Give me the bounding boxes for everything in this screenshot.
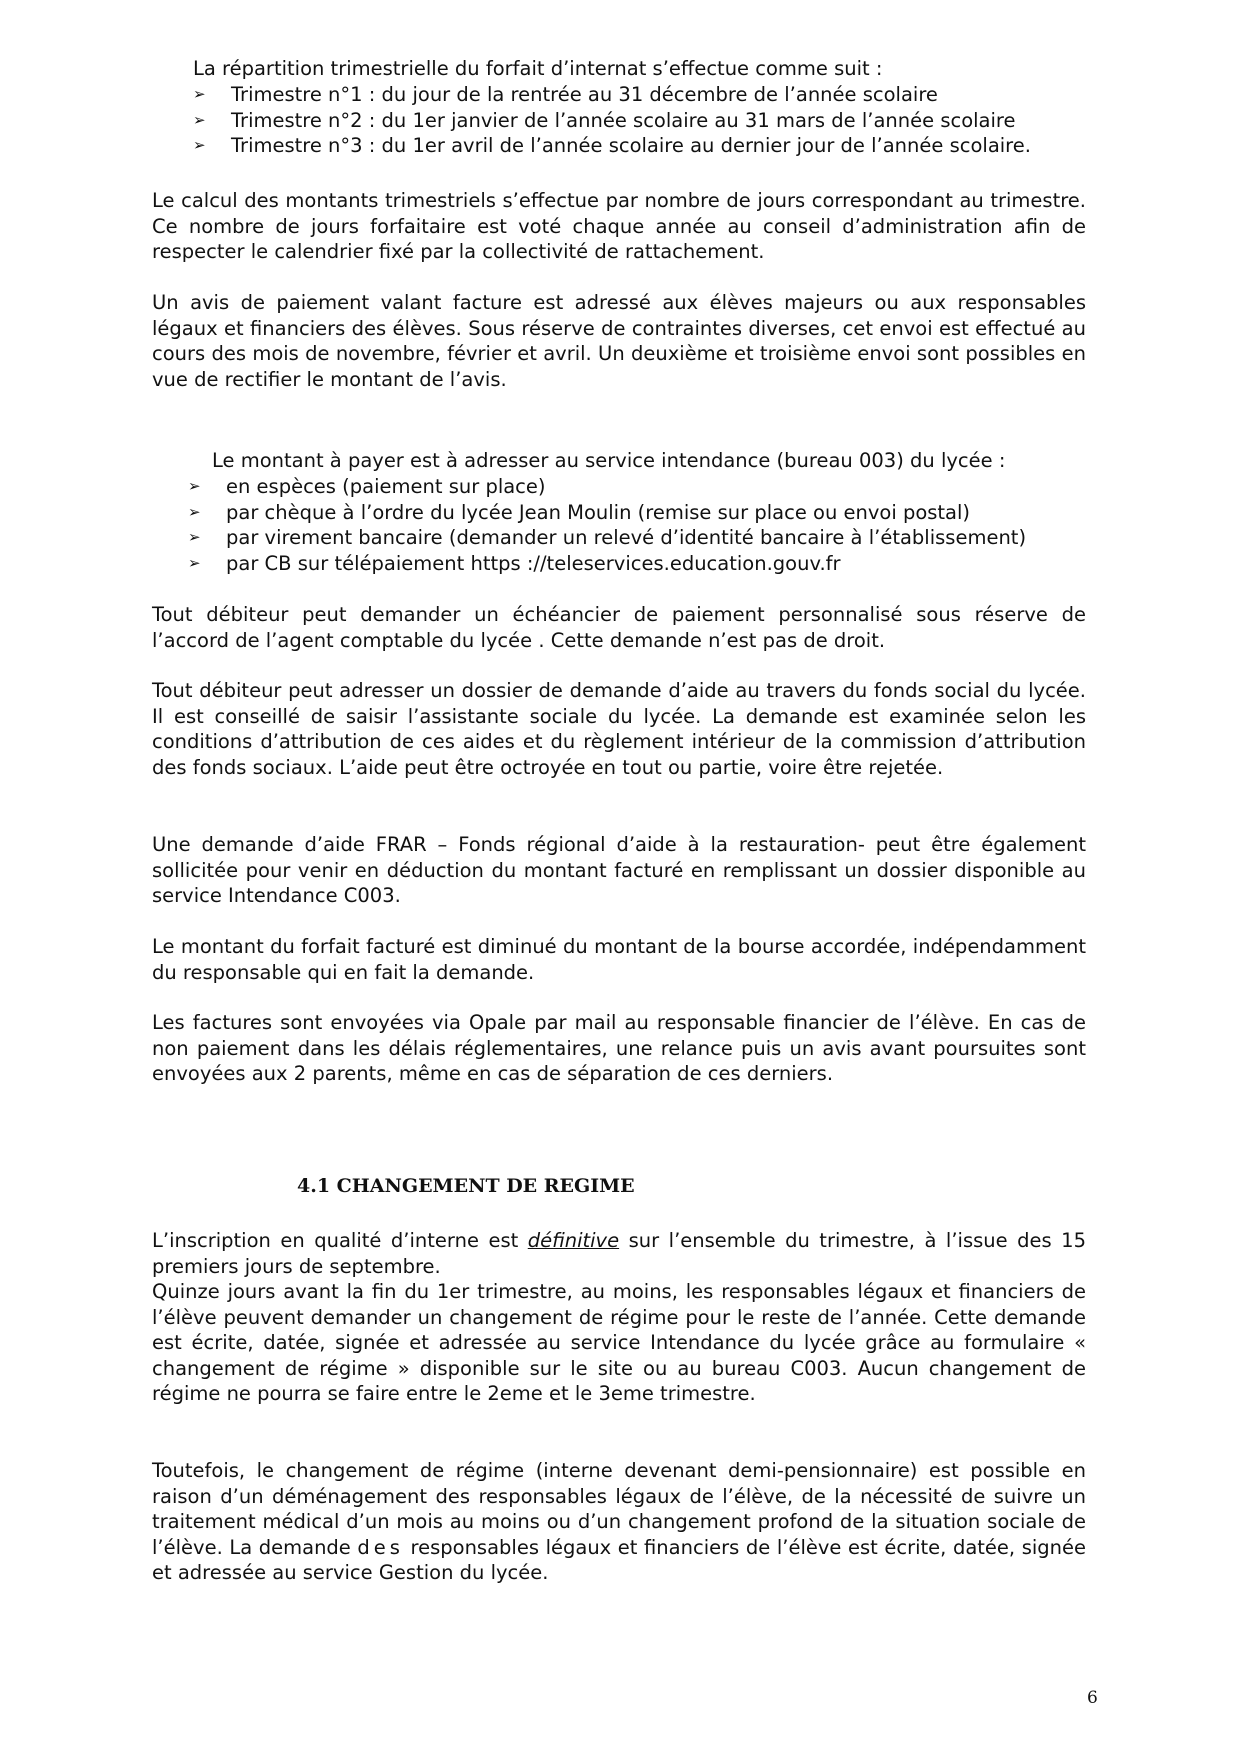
list-item: ➢ par CB sur télépaiement https ://teleservices.education.gouv.fr (188, 551, 841, 575)
page-number: 6 (1087, 1688, 1098, 1708)
arrow-bullet-icon: ➢ (193, 136, 206, 154)
arrow-bullet-icon: ➢ (193, 85, 206, 103)
definitive-emphasis: définitive (527, 1229, 620, 1252)
paiement-list (188, 474, 1026, 576)
arrow-bullet-icon: ➢ (188, 528, 201, 546)
fonds-social-paragraph: Tout débiteur peut adresser un dossier de demande d’aide au travers du fonds social du lycée. Il est conseillé de saisir l’assistante sociale du lycée. La demande est examinée selon les conditions d’attribution de ces aides et du règlement intérieur de la commission d’attribution des fonds sociaux. L’aide peut être octroyée en tout ou partie, voire être rejetée. (152, 679, 1086, 779)
arrow-bullet-icon: ➢ (188, 477, 201, 495)
section-heading: 4.1 CHANGEMENT DE REGIME (297, 1175, 635, 1197)
list-item: ➢ par chèque à l’ordre du lycée Jean Moulin (remise sur place ou envoi postal) (188, 500, 971, 524)
list-item: ➢ Trimestre n°3 : du 1er avril de l’année scolaire au dernier jour de l’année scolaire. (193, 134, 1031, 157)
echeancier-paragraph: Tout débiteur peut demander un échéancier de paiement personnalisé sous réserve de l’accord de l’agent comptable du lycée . Cette demande n’est pas de droit. (152, 603, 1086, 652)
arrow-bullet-icon: ➢ (188, 553, 201, 572)
factures-paragraph: Les factures sont envoyées via Opale par mail au responsable financier de l’élève. En cas de non paiement dans les délais réglementaires, une relance puis un avis avant poursuites sont envoyées aux 2 parents, même en cas de séparation de ces derniers. (152, 1011, 1086, 1085)
list-item: ➢ en espèces (paiement sur place) (188, 475, 546, 498)
paiement-intro: Le montant à payer est à adresser au service intendance (bureau 003) du lycée : (212, 449, 1006, 472)
trimestres-list (193, 82, 1031, 159)
calcul-paragraph: Le calcul des montants trimestriels s’effectue par nombre de jours correspondant au trimestre. Ce nombre de jours forfaitaire est voté chaque année au conseil d’administration afin de respecter le calendrier fixé par la collectivité de rattachement. (152, 189, 1086, 263)
arrow-bullet-icon: ➢ (193, 110, 206, 129)
frar-paragraph: Une demande d’aide FRAR – Fonds régional d’aide à la restauration- peut être également sollicitée pour venir en déduction du montant facturé en remplissant un dossier disponible au service Intendance C003. (152, 833, 1086, 907)
arrow-bullet-icon: ➢ (188, 502, 201, 521)
list-item: ➢ par virement bancaire (demander un relevé d’identité bancaire à l’établissement) (188, 526, 1027, 549)
quinze-jours-paragraph: Quinze jours avant la fin du 1er trimestre, au moins, les responsables légaux et financiers de l’élève peuvent demander un changement de régime pour le reste de l’année. Cette demande est écrite, datée, signée et adressée au service Intendance du lycée grâce au formulaire « changement de régime » disponible sur le site ou au bureau C003. Aucun changement de régime ne pourra se faire entre le 2eme et le 3eme trimestre. (152, 1280, 1086, 1405)
list-item: ➢ Trimestre n°2 : du 1er janvier de l’année scolaire au 31 mars de l’année scolaire (193, 108, 1016, 132)
toutefois-paragraph: Toutefois, le changement de régime (interne devenant demi-pensionnaire) est possible en raison d’un déménagement des responsables légaux de l’élève, de la nécessité de suivre un traitement médical d’un mois au moins ou d’un changement profond de la situation sociale de l’élève. La demande des responsables légaux et financiers de l’élève est écrite, datée, signée et adressée au service Gestion du lycée. (152, 1459, 1086, 1584)
avis-paragraph: Un avis de paiement valant facture est adressé aux élèves majeurs ou aux responsables légaux et financiers des élèves. Sous réserve de contraintes diverses, cet envoi est effectué au cours des mois de novembre, février et avril. Un deuxième et troisième envoi sont possibles en vue de rectifier le montant de l’avis. (152, 291, 1086, 391)
list-item: ➢ Trimestre n°1 : du jour de la rentrée au 31 décembre de l’année scolaire (193, 83, 938, 106)
inscription-paragraph: L’inscription en qualité d’interne est définitive sur l’ensemble du trimestre, à l’issue des 15 premiers jours de septembre. (152, 1229, 1086, 1278)
trimestres-intro: La répartition trimestrielle du forfait d’internat s’effectue comme suit : (193, 57, 883, 80)
bourse-paragraph: Le montant du forfait facturé est diminué du montant de la bourse accordée, indépendamment du responsable qui en fait la demande. (152, 935, 1086, 984)
